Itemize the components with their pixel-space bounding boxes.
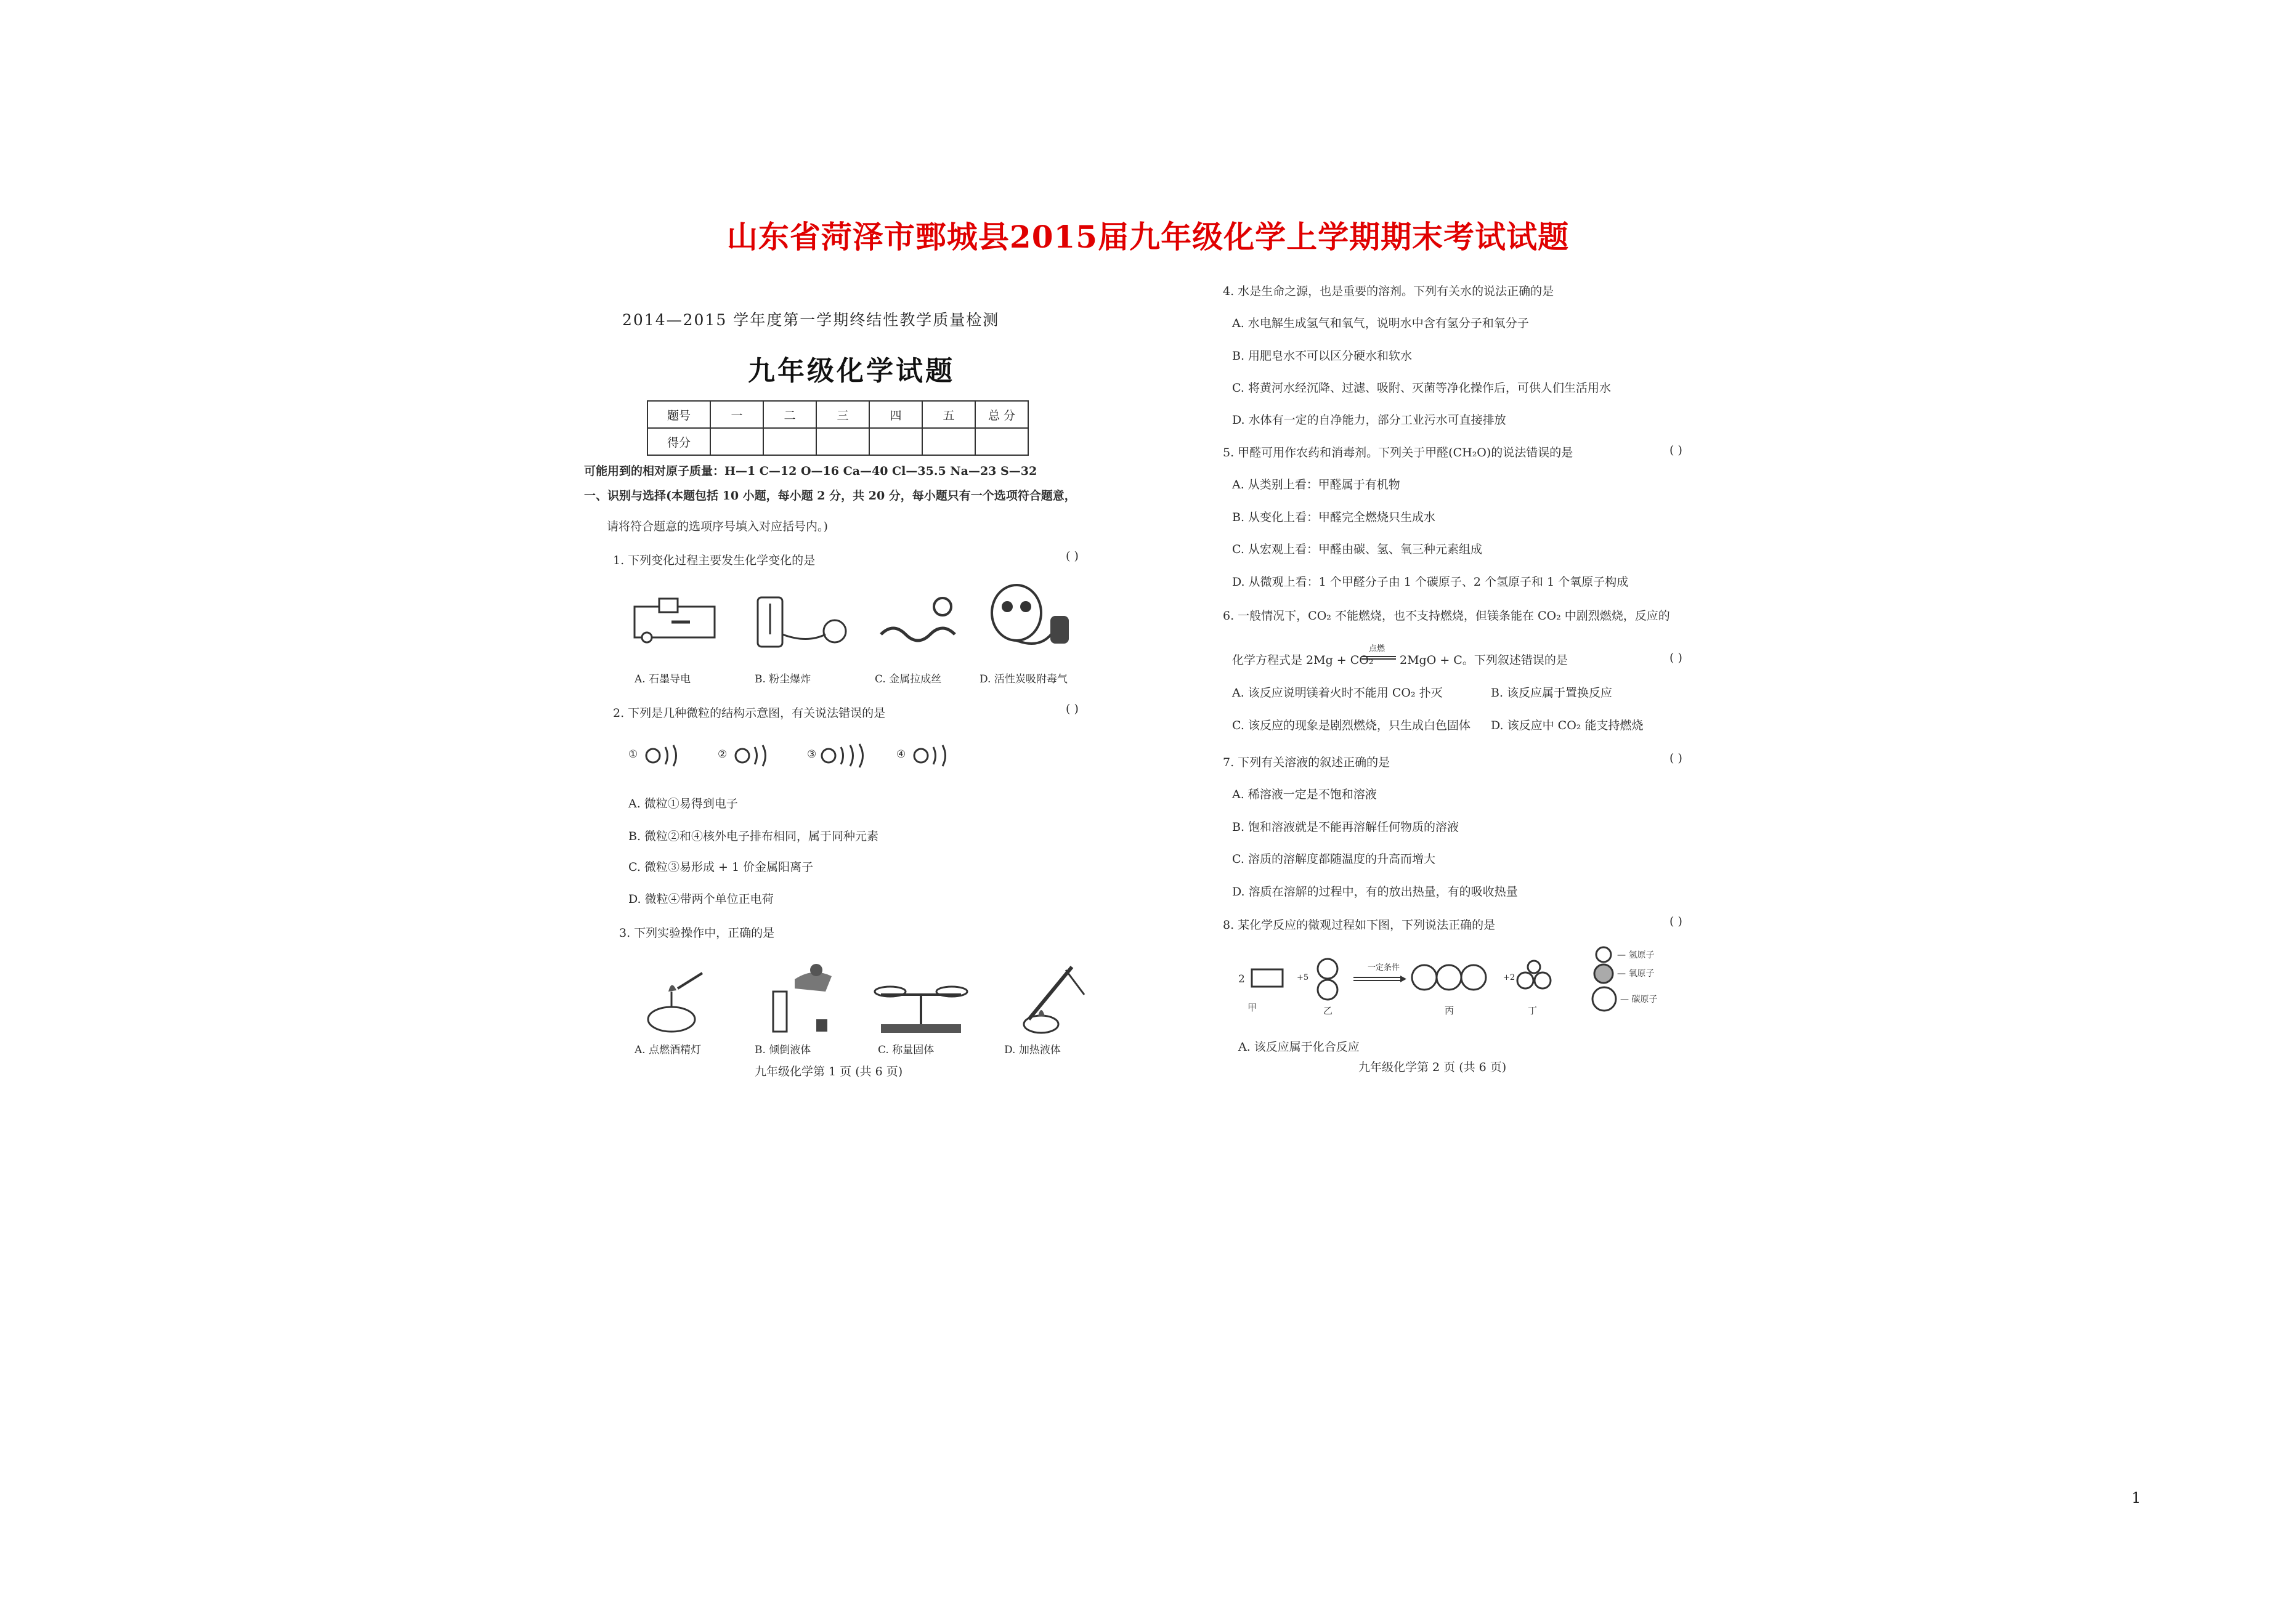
page-number: 1 — [2132, 1489, 2141, 1506]
q3-option-d: D. 加热液体 — [1004, 1044, 1061, 1056]
q7-option-c: C. 溶质的溶解度都随温度的升高而增大 — [1232, 852, 1435, 866]
score-table — [647, 400, 1029, 456]
q8-condition: 一定条件 — [1368, 963, 1400, 972]
q1-option-a: A. 石墨导电 — [635, 673, 691, 685]
gas-mask-image — [980, 582, 1084, 653]
q4-option-b: B. 用肥皂水不可以区分硬水和软水 — [1232, 349, 1413, 363]
answer-paren-8: ( ) — [1669, 915, 1682, 928]
exam-header: 2014—2015 学年度第一学期终结性教学质量检测 — [622, 311, 1000, 329]
score-cell — [710, 428, 763, 455]
atom-diagram-1 — [644, 742, 687, 770]
particle-label-3: ③ — [807, 748, 817, 761]
answer-paren-1: ( ) — [1066, 549, 1079, 563]
score-cell — [922, 428, 975, 455]
score-cell: 得分 — [647, 428, 710, 455]
reaction-arrow — [1360, 655, 1397, 660]
q6-option-d: D. 该反应中 CO₂ 能支持燃烧 — [1491, 719, 1644, 732]
legend-carbon-icon — [1591, 985, 1618, 1013]
atom-diagram-3 — [819, 742, 875, 770]
q6-option-b: B. 该反应属于置换反应 — [1491, 686, 1613, 700]
q1-option-d: D. 活性炭吸附毒气 — [980, 673, 1068, 685]
legend-hydrogen-icon — [1594, 945, 1613, 964]
balance-scale-image — [869, 970, 973, 1035]
score-cell: 二 — [763, 401, 816, 428]
score-cell: 三 — [816, 401, 869, 428]
exam-title: 九年级化学试题 — [748, 355, 955, 387]
q1-option-c: C. 金属拉成丝 — [875, 673, 942, 685]
score-cell: 一 — [710, 401, 763, 428]
score-cell — [763, 428, 816, 455]
particle-label-4: ④ — [896, 748, 906, 761]
answer-paren-7: ( ) — [1669, 751, 1682, 765]
answer-paren-6: ( ) — [1669, 651, 1682, 665]
question-2: 2. 下列是几种微粒的结构示意图，有关说法错误的是 — [613, 706, 886, 720]
question-5: 5. 甲醛可用作农药和消毒剂。下列关于甲醛(CH₂O)的说法错误的是 — [1223, 446, 1573, 459]
score-cell: 总 分 — [975, 401, 1028, 428]
q5-option-d: D. 从微观上看：1 个甲醛分子由 1 个碳原子、2 个氢原子和 1 个氧原子构成 — [1232, 575, 1629, 589]
q3-option-c: C. 称量固体 — [878, 1044, 935, 1056]
question-4: 4. 水是生命之源，也是重要的溶剂。下列有关水的说法正确的是 — [1223, 285, 1554, 298]
question-3: 3. 下列实验操作中，正确的是 — [619, 926, 775, 940]
q2-option-c: C. 微粒③易形成 + 1 价金属阳离子 — [628, 860, 814, 874]
q3-option-a: A. 点燃酒精灯 — [635, 1044, 702, 1056]
score-cell: 五 — [922, 401, 975, 428]
q3-option-b: B. 倾倒液体 — [755, 1044, 811, 1056]
q2-option-b: B. 微粒②和④核外电子排布相同，属于同种元素 — [628, 830, 879, 843]
metal-wire-image — [869, 591, 973, 653]
q8-option-a: A. 该反应属于化合反应 — [1238, 1040, 1360, 1054]
graphite-circuit-image — [628, 591, 721, 647]
score-table-header-row — [647, 401, 1028, 428]
q5-option-a: A. 从类别上看：甲醛属于有机物 — [1232, 478, 1400, 491]
q4-option-c: C. 将黄河水经沉降、过滤、吸附、灭菌等净化操作后，可供人们生活用水 — [1232, 381, 1611, 395]
atomic-mass-note: 可能用到的相对原子质量：H—1 C—12 O—16 Ca—40 Cl—35.5 Na—23 S—32 — [584, 464, 1037, 478]
pour-liquid-image — [758, 961, 844, 1035]
right-page-footer: 九年级化学第 2 页 (共 6 页) — [1358, 1061, 1507, 1074]
molecule-ding — [1515, 960, 1552, 990]
q5-option-c: C. 从宏观上看：甲醛由碳、氢、氧三种元素组成 — [1232, 543, 1482, 556]
question-6-line-2-pre: 化学方程式是 2Mg + CO₂ — [1232, 653, 1374, 667]
q4-option-d: D. 水体有一定的自净能力，部分工业污水可直接排放 — [1232, 413, 1506, 427]
score-cell — [816, 428, 869, 455]
atom-diagram-2 — [733, 742, 776, 770]
q8-coeff-1: 2 — [1238, 973, 1245, 985]
answer-paren-2: ( ) — [1066, 702, 1079, 716]
score-cell: 题号 — [647, 401, 710, 428]
question-6-line-2-post: 2MgO + C。下列叙述错误的是 — [1400, 653, 1568, 667]
q8-label-ding: 丁 — [1528, 1005, 1538, 1016]
q8-label-bing: 丙 — [1445, 1005, 1454, 1016]
q7-option-d: D. 溶质在溶解的过程中，有的放出热量，有的吸收热量 — [1232, 885, 1518, 899]
particle-label-2: ② — [718, 748, 728, 761]
q8-label-yi: 乙 — [1323, 1005, 1333, 1016]
q6-option-a: A. 该反应说明镁着火时不能用 CO₂ 扑灭 — [1232, 686, 1443, 700]
q5-option-b: B. 从变化上看：甲醛完全燃烧只生成水 — [1232, 511, 1436, 524]
dust-explosion-image — [752, 591, 856, 653]
q1-option-b: B. 粉尘爆炸 — [755, 673, 811, 685]
answer-paren-5: ( ) — [1669, 443, 1682, 457]
legend-hydrogen: — 氢原子 — [1617, 950, 1655, 960]
q4-option-a: A. 水电解生成氢气和氧气，说明水中含有氢分子和氧分子 — [1232, 317, 1529, 330]
q8-label-jia: 甲 — [1247, 1002, 1257, 1013]
question-6-line-1: 6. 一般情况下，CO₂ 不能燃烧，也不支持燃烧，但镁条能在 CO₂ 中剧烈燃烧，反应的 — [1223, 609, 1670, 623]
question-8: 8. 某化学反应的微观过程如下图，下列说法正确的是 — [1223, 918, 1496, 932]
score-cell: 四 — [869, 401, 922, 428]
particle-label-1: ① — [628, 748, 638, 761]
heat-liquid-image — [1004, 958, 1097, 1035]
section-1-instructions: 一、识别与选择(本题包括 10 小题，每小题 2 分，共 20 分，每小题只有一个选项符合题意， — [584, 489, 1076, 503]
document-title: 山东省菏泽市鄄城县2015届九年级化学上学期期末考试试题 — [726, 219, 1570, 255]
question-1: 1. 下列变化过程主要发生化学变化的是 — [613, 554, 816, 567]
q8-coeff-2: +5 — [1297, 973, 1309, 982]
q7-option-a: A. 稀溶液一定是不饱和溶液 — [1232, 788, 1377, 801]
legend-oxygen: — 氧原子 — [1617, 969, 1655, 979]
score-table-score-row — [647, 428, 1028, 455]
molecule-jia — [1251, 967, 1288, 989]
legend-carbon: — 碳原子 — [1620, 995, 1658, 1005]
alcohol-lamp-image — [641, 967, 715, 1035]
q6-option-c: C. 该反应的现象是剧烈燃烧，只生成白色固体 — [1232, 719, 1470, 732]
q7-option-b: B. 饱和溶液就是不能再溶解任何物质的溶液 — [1232, 820, 1459, 834]
molecule-yi — [1312, 958, 1343, 1002]
score-cell — [975, 428, 1028, 455]
section-1-instructions-cont: 请将符合题意的选项序号填入对应括号内。) — [607, 520, 828, 533]
question-7: 7. 下列有关溶液的叙述正确的是 — [1223, 756, 1390, 769]
reaction-condition: 点燃 — [1369, 644, 1385, 653]
score-cell — [869, 428, 922, 455]
q2-option-d: D. 微粒④带两个单位正电荷 — [628, 892, 774, 906]
q2-option-a: A. 微粒①易得到电子 — [628, 797, 738, 810]
q8-reaction-arrow — [1352, 976, 1408, 983]
molecule-bing — [1411, 962, 1497, 993]
left-page-footer: 九年级化学第 1 页 (共 6 页) — [755, 1065, 903, 1078]
atom-diagram-4 — [912, 742, 967, 770]
legend-oxygen-icon — [1592, 963, 1615, 985]
q8-coeff-3: +2 — [1503, 973, 1515, 982]
